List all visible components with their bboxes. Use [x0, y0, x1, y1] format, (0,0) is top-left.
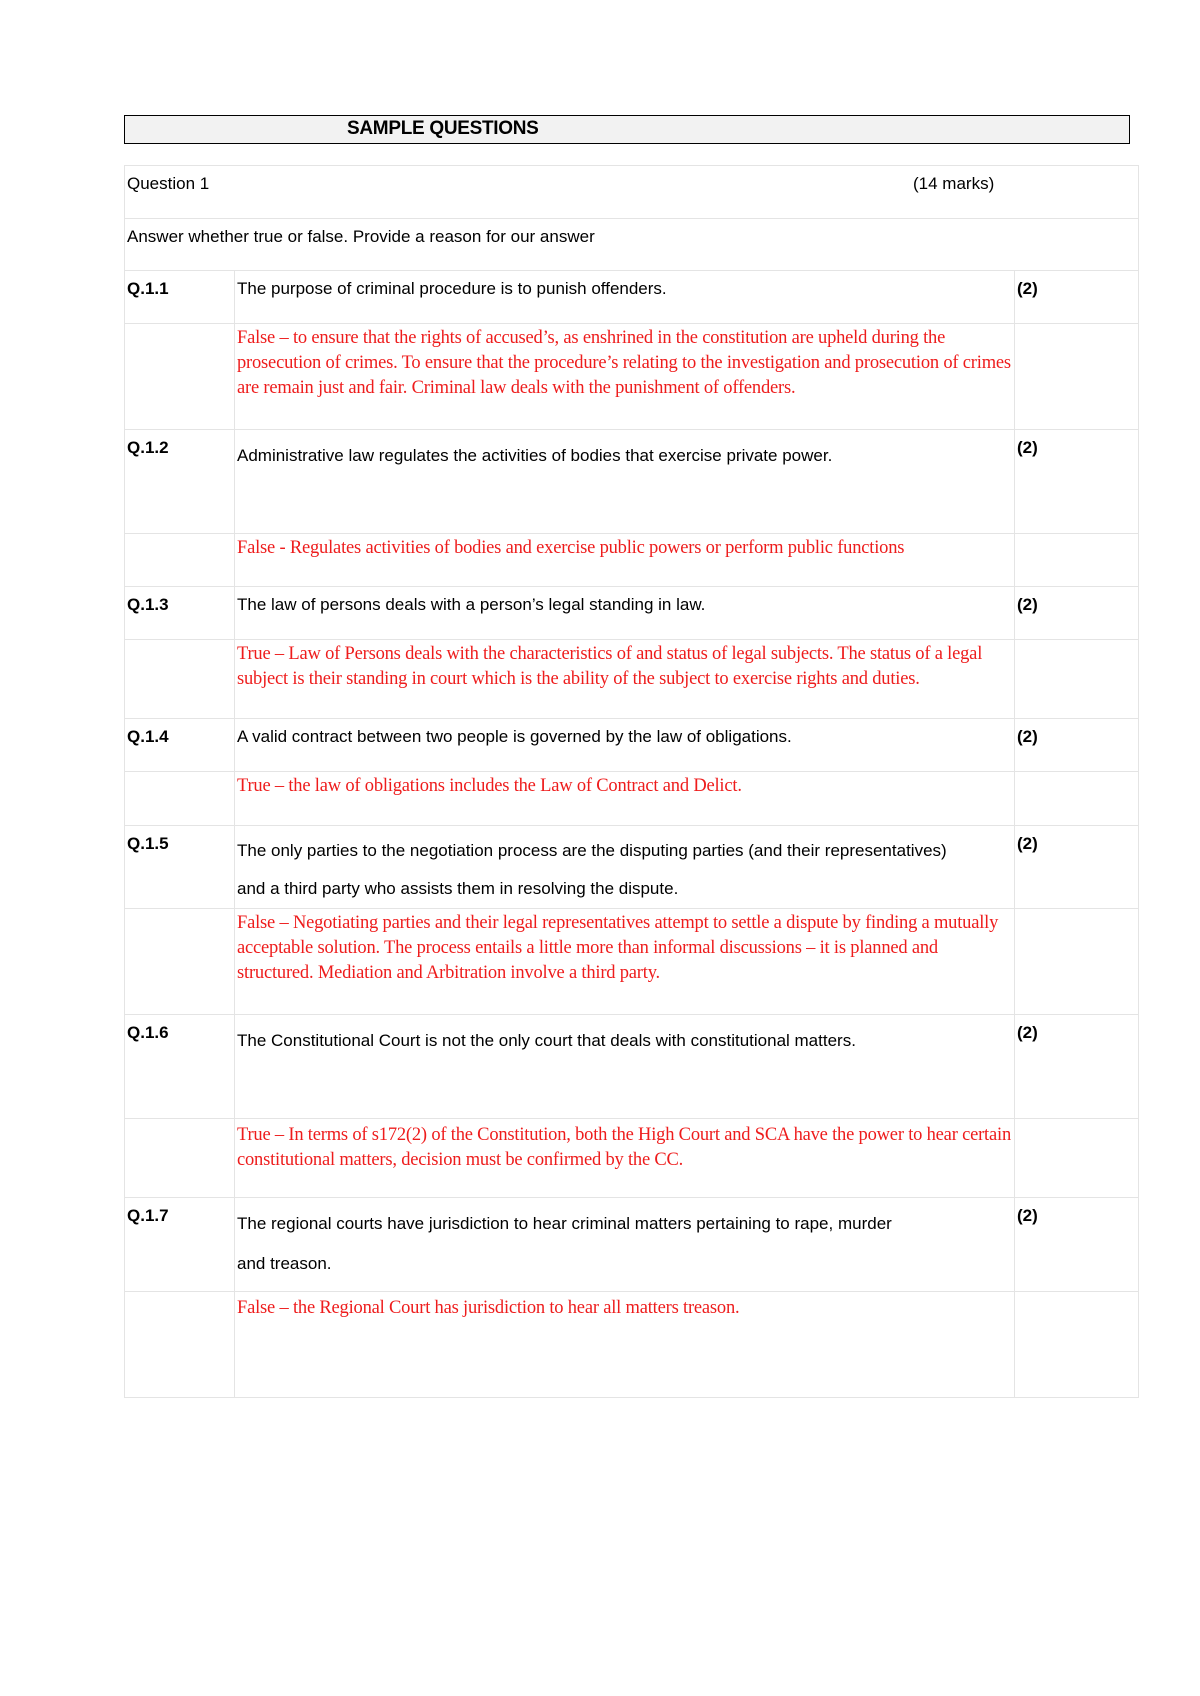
- answer-row: [125, 324, 1139, 430]
- question-row: [125, 826, 1139, 909]
- question-text: The law of persons deals with a person’s legal standing in law.: [237, 595, 706, 614]
- question-number: Q.1.3: [127, 595, 169, 614]
- question-text: The purpose of criminal procedure is to punish offenders.: [237, 279, 667, 298]
- question-marks: (2): [1017, 438, 1038, 457]
- question-row: [125, 430, 1139, 534]
- question-row: [125, 1198, 1139, 1292]
- answer-text: True – Law of Persons deals with the characteristics of and status of legal subjects. The status of a legal subject is their standing in court which is the ability of the subject to exercise rights and duties.: [237, 644, 983, 689]
- question-number: Q.1.5: [127, 834, 169, 853]
- instruction-row: [125, 219, 1139, 271]
- answer-text: True – In terms of s172(2) of the Constitution, both the High Court and SCA have the power to hear certain constitutional matters, decision must be confirmed by the CC.: [237, 1125, 1012, 1170]
- question-row: [125, 719, 1139, 772]
- question-text: Administrative law regulates the activities of bodies that exercise private power.: [237, 446, 833, 465]
- title-box: [124, 115, 1130, 144]
- answer-text: False – Negotiating parties and their legal representatives attempt to settle a dispute by finding a mutually acceptable solution. The process entails a little more than informal discussions – it is planned and structured. Mediation and Arbitration involve a third party.: [237, 913, 999, 983]
- question-row: [125, 271, 1139, 324]
- instruction-text: Answer whether true or false. Provide a reason for our answer: [127, 227, 595, 246]
- question-row: [125, 1015, 1139, 1119]
- answer-row: [125, 1119, 1139, 1198]
- answer-row: [125, 640, 1139, 719]
- question-marks: (2): [1017, 595, 1038, 614]
- question-marks: (2): [1017, 1206, 1038, 1225]
- answer-row: [125, 909, 1139, 1015]
- answer-text: False – to ensure that the rights of accused’s, as enshrined in the constitution are upheld during the prosecution of crimes. To ensure that the procedure’s relating to the investigation and prosecution of crimes are remain just and fair. Criminal law deals with the punishment of offenders.: [237, 328, 1011, 398]
- question-text: The regional courts have jurisdiction to hear criminal matters pertaining to rape, murder and treason.: [237, 1214, 892, 1273]
- question-row: [125, 587, 1139, 640]
- page-title: SAMPLE QUESTIONS: [347, 118, 539, 139]
- question-marks: (14 marks): [913, 174, 995, 193]
- questions-table: [124, 165, 1139, 1398]
- question-text: The only parties to the negotiation process are the disputing parties (and their representatives) and a third party who assists them in resolving the dispute.: [237, 841, 947, 898]
- answer-text: False – the Regional Court has jurisdiction to hear all matters treason.: [237, 1298, 740, 1318]
- question-label: Question 1: [127, 174, 210, 193]
- question-number: Q.1.4: [127, 727, 169, 746]
- question-header-row: [125, 166, 1139, 219]
- answer-row: [125, 772, 1139, 826]
- question-marks: (2): [1017, 727, 1038, 746]
- question-marks: (2): [1017, 834, 1038, 853]
- question-number: Q.1.2: [127, 438, 169, 457]
- question-marks: (2): [1017, 279, 1038, 298]
- answer-text: True – the law of obligations includes the Law of Contract and Delict.: [237, 776, 742, 796]
- question-number: Q.1.7: [127, 1206, 169, 1225]
- question-text: The Constitutional Court is not the only court that deals with constitutional matters.: [237, 1031, 856, 1050]
- answer-row: [125, 534, 1139, 587]
- question-text: A valid contract between two people is governed by the law of obligations.: [237, 727, 792, 746]
- answer-text: False - Regulates activities of bodies and exercise public powers or perform public functions: [237, 538, 905, 558]
- question-number: Q.1.6: [127, 1023, 169, 1042]
- question-marks: (2): [1017, 1023, 1038, 1042]
- answer-row: [125, 1292, 1139, 1398]
- question-number: Q.1.1: [127, 279, 169, 298]
